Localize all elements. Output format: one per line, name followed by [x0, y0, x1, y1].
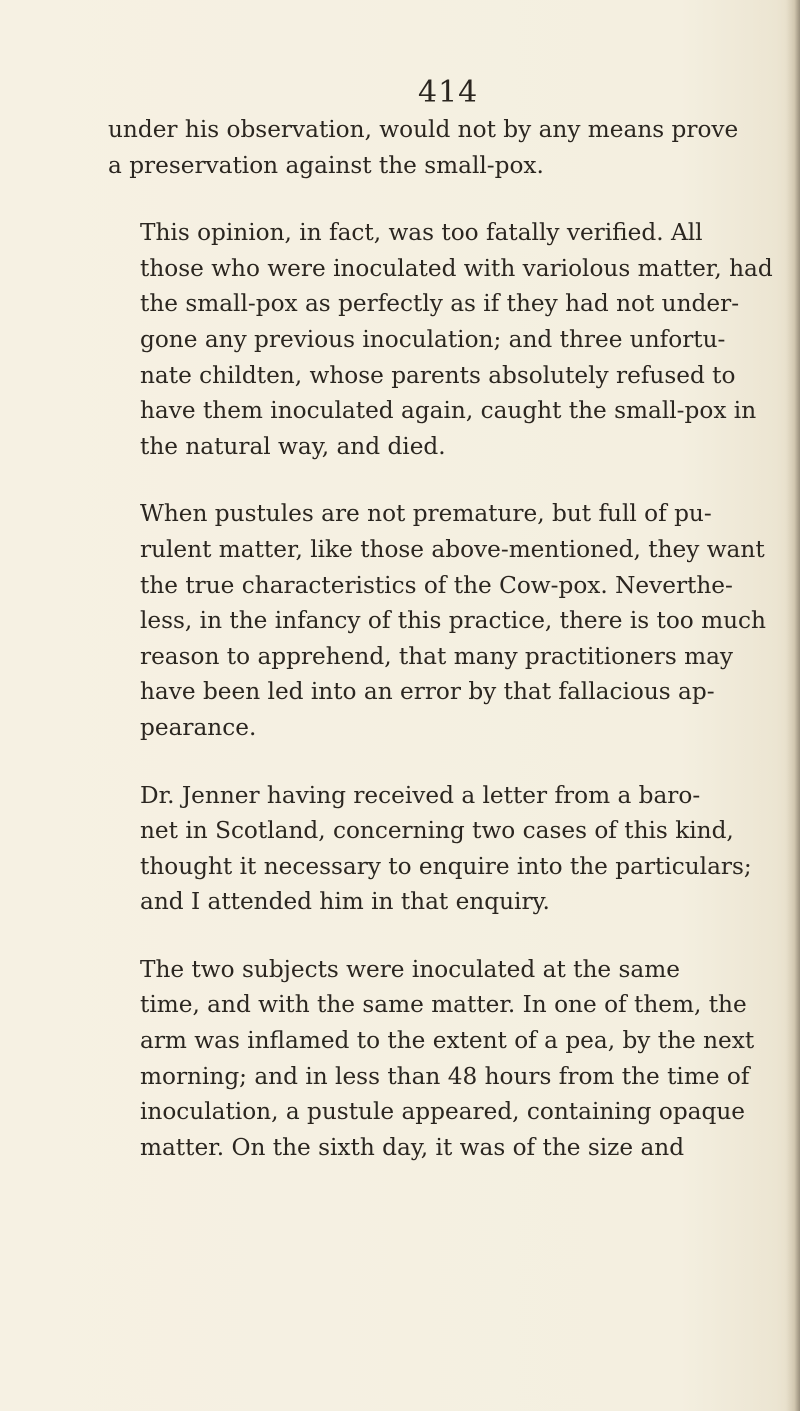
paragraph — [108, 778, 764, 920]
paragraph — [108, 112, 764, 183]
body-text — [108, 112, 773, 1165]
text-line: rulent matter, like those above-mentioned, they want — [140, 535, 765, 563]
text-line: The two subjects were inoculated at the same — [140, 955, 680, 983]
text-line: thought it necessary to enquire into the particulars; — [140, 852, 752, 880]
text-line: have been led into an error by that fallacious ap- — [140, 678, 715, 706]
text-line: inoculation, a pustule appeared, containing opaque — [140, 1098, 745, 1126]
text-line: This opinion, in fact, was too fatally verified. All — [140, 219, 703, 247]
text-line: less, in the infancy of this practice, there is too much — [140, 607, 766, 635]
paragraph — [108, 952, 764, 1166]
text-line: arm was inflamed to the extent of a pea, by the next — [140, 1027, 755, 1055]
text-line: reason to apprehend, that many practitioners may — [140, 642, 734, 670]
text-line: Dr. Jenner having received a letter from a baro- — [140, 781, 701, 809]
text-line: gone any previous inoculation; and three unfortu- — [140, 325, 726, 353]
text-line: the true characteristics of the Cow-pox. Neverthe- — [140, 571, 733, 599]
text-line: under his observation, would not by any means prove — [108, 116, 739, 143]
page-edge-shadow — [786, 0, 800, 1411]
paragraph — [108, 215, 773, 464]
text-line: nate childten, whose parents absolutely refused to — [140, 361, 736, 389]
text-line: and I attended him in that enquiry. — [140, 888, 550, 916]
page-number: 414 — [418, 75, 479, 110]
text-line: morning; and in less than 48 hours from the time of — [140, 1062, 750, 1090]
text-line: have them inoculated again, caught the small-pox in — [140, 397, 757, 425]
text-line: those who were inoculated with variolous matter, had — [140, 254, 773, 282]
text-line: time, and with the same matter. In one of them, the — [140, 991, 747, 1019]
text-line: pearance. — [140, 713, 257, 741]
text-line: net in Scotland, concerning two cases of this kind, — [140, 817, 734, 845]
text-line: the natural way, and died. — [140, 432, 446, 460]
text-line: matter. On the sixth day, it was of the size and — [140, 1133, 685, 1161]
text-line: When pustules are not premature, but full of pu- — [140, 500, 712, 528]
text-line: a preservation against the small-pox. — [108, 151, 544, 179]
paragraph — [108, 496, 764, 745]
text-line: the small-pox as perfectly as if they had not under- — [140, 290, 740, 318]
